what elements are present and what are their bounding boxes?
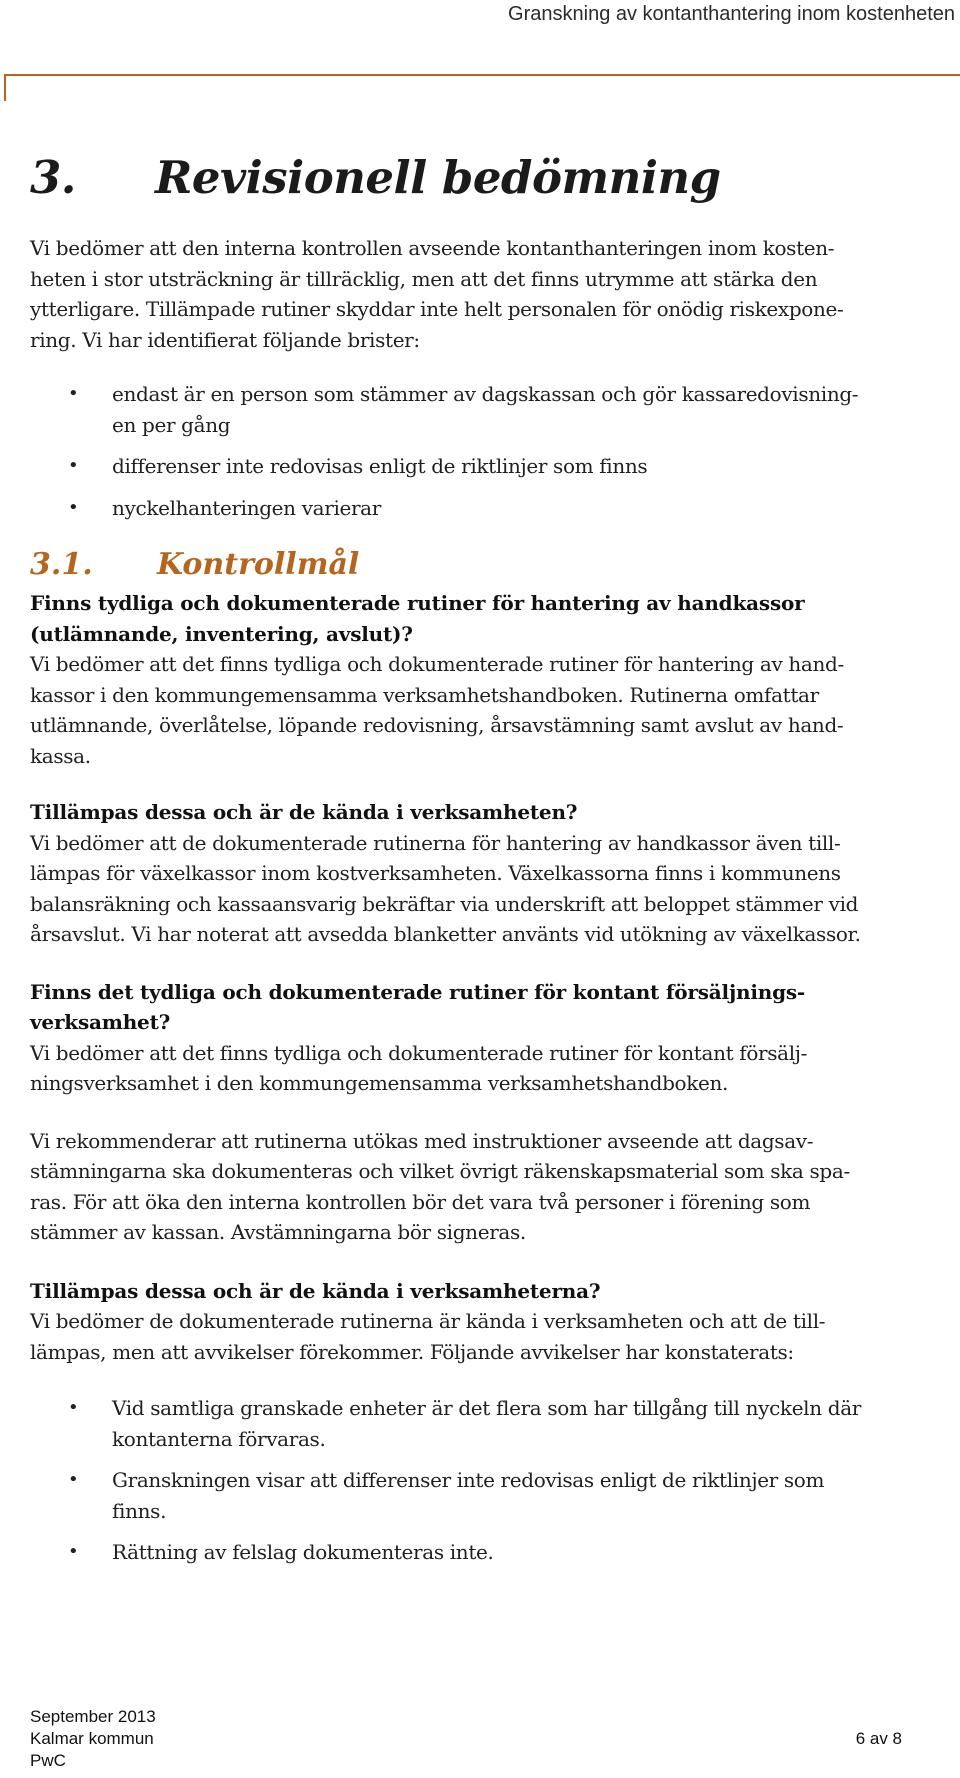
objective-question: [30, 588, 950, 649]
bullet-icon: •: [68, 383, 79, 404]
assessment-paragraph: [30, 649, 950, 771]
text-line: Finns det tydliga och dokumenterade rutiner för kontant försäljnings-: [30, 979, 806, 1004]
section-number: 3.: [30, 151, 76, 204]
text-line: stämningarna ska dokumenteras och vilket övrigt räkenskapsmaterial som ska spa-: [30, 1159, 850, 1183]
section-title: Revisionell bedömning: [155, 151, 721, 204]
control-objective: [30, 797, 950, 950]
text-line: heten i stor utsträckning är tillräcklig, men att det finns utrymme att stärka den: [30, 266, 818, 291]
text-line: endast är en person som stämmer av dagskassan och gör kassaredovisning-: [112, 382, 859, 406]
text-line: Tillämpas dessa och är de kända i verksamheterna?: [30, 1278, 601, 1303]
text-line: Granskningen visar att differenser inte redovisas enligt de riktlinjer som: [112, 1468, 825, 1492]
bullet-icon: •: [68, 1541, 79, 1562]
footer-org: Kalmar kommun: [30, 1729, 154, 1748]
bullet-icon: •: [68, 496, 79, 518]
text-line: kontanterna förvaras.: [112, 1426, 326, 1451]
assessment-paragraph: [30, 1126, 950, 1248]
footer-date: September 2013: [30, 1707, 156, 1726]
bullet-icon: •: [68, 455, 79, 476]
text-line: ytterligare. Tillämpade rutiner skyddar inte helt personalen för onödig riskexpone-: [30, 297, 844, 321]
text-line: finns.: [112, 1498, 167, 1523]
text-line: Vi bedömer att det finns tydliga och dokumenterade rutiner för hantering av hand-: [30, 652, 844, 676]
assessment-paragraph: [30, 1038, 950, 1099]
header-title: Granskning av kontanthantering inom kostenheten: [508, 3, 955, 25]
text-line: lämpas för växelkassor inom kostverksamheten. Växelkassorna finns i kommunens: [30, 861, 841, 885]
subsection-title: Kontrollmål: [157, 547, 360, 582]
text-line: ras. För att öka den interna kontrollen bör det vara två personer i förening som: [30, 1189, 811, 1214]
deficiency-list: [30, 379, 950, 523]
text-line: Rättning av felslag dokumenteras inte.: [112, 1540, 494, 1564]
text-line: årsavslut. Vi har noterat att avsedda blanketter använts vid utökning av växelkassor.: [30, 922, 861, 946]
section-3-1-heading: [30, 545, 950, 585]
text-line: Vi bedömer att de dokumenterade rutinerna för hantering av handkassor även till-: [30, 830, 841, 855]
bullet-icon: •: [68, 1397, 79, 1418]
text-line: balansräkning och kassaansvarig bekräftar via underskrift att beloppet stämmer vid: [30, 891, 859, 916]
text-line: (utlämnande, inventering, avslut)?: [30, 621, 413, 646]
page-footer: [30, 1706, 902, 1772]
list-item: [30, 379, 950, 440]
control-objectives: [30, 588, 950, 1568]
text-line: Vi bedömer de dokumenterade rutinerna är kända i verksamheten och att de till-: [30, 1309, 826, 1333]
control-objective: [30, 977, 950, 1248]
list-item: [30, 1537, 950, 1568]
assessment-paragraph: [30, 828, 950, 950]
page-header: [0, 0, 960, 74]
bullet-icon: •: [68, 1469, 79, 1490]
text-line: utlämnande, överlåtelse, löpande redovisning, årsavstämning samt avslut av hand-: [30, 713, 844, 737]
objective-question: [30, 797, 950, 828]
section-3-heading: [30, 148, 950, 208]
header-rule: [4, 74, 960, 76]
header-rule-corner: [4, 74, 6, 101]
control-objective: [30, 588, 950, 771]
list-item: [30, 1465, 950, 1526]
text-line: Finns tydliga och dokumenterade rutiner för hantering av handkassor: [30, 591, 805, 615]
document-body: [30, 148, 950, 1568]
objective-question: [30, 1276, 950, 1307]
text-line: ring. Vi har identifierat följande brister:: [30, 327, 420, 352]
text-line: ningsverksamhet i den kommungemensamma verksamhetshandboken.: [30, 1071, 729, 1095]
text-line: kassa.: [30, 743, 91, 768]
subsection-number: 3.1.: [30, 547, 93, 582]
page-number: 6 av 8: [855, 1729, 902, 1748]
list-item: [30, 451, 950, 482]
text-line: en per gång: [112, 412, 231, 437]
list-item: [30, 493, 950, 524]
text-line: Vi bedömer att den interna kontrollen avseende kontanthanteringen inom kosten-: [30, 236, 835, 260]
text-line: Tillämpas dessa och är de kända i verksamheten?: [30, 800, 578, 824]
deviation-list: [30, 1393, 950, 1568]
text-line: nyckelhanteringen varierar: [112, 495, 381, 520]
objective-question: [30, 977, 950, 1038]
text-line: lämpas, men att avvikelser förekommer. Följande avvikelser har konstaterats:: [30, 1339, 794, 1364]
intro-paragraph: [30, 233, 950, 355]
text-line: kassor i den kommungemensamma verksamhetshandboken. Rutinerna omfattar: [30, 682, 819, 707]
assessment-paragraph: [30, 1306, 950, 1367]
text-line: verksamhet?: [30, 1010, 171, 1034]
text-line: Vi rekommenderar att rutinerna utökas med instruktioner avseende att dagsav-: [30, 1128, 814, 1153]
text-line: stämmer av kassan. Avstämningarna bör signeras.: [30, 1220, 526, 1244]
text-line: Vid samtliga granskade enheter är det flera som har tillgång till nyckeln där: [112, 1396, 861, 1420]
footer-firm: PwC: [30, 1751, 66, 1770]
text-line: Vi bedömer att det finns tydliga och dokumenterade rutiner för kontant försälj-: [30, 1040, 808, 1065]
control-objective: [30, 1276, 950, 1568]
text-line: differenser inte redovisas enligt de riktlinjer som finns: [112, 454, 648, 478]
list-item: [30, 1393, 950, 1454]
